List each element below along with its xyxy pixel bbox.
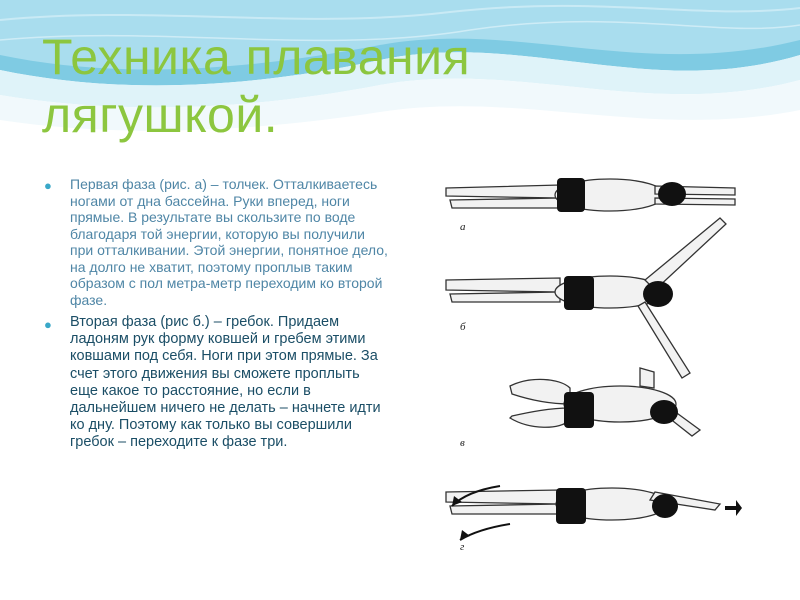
swimmer-phase-d [446,486,742,553]
bullet-dot-icon: ● [44,178,52,193]
figure-label-b: б [460,321,466,333]
swimmer-phase-a [446,178,735,233]
figure-label-c: в [460,437,465,449]
bullet-text: Первая фаза (рис. а) – толчек. Отталкиваетесь ногами от дна бассейна. Руки вперед, ноги прямые. В результате вы скользите по воде благодаря той энергии, которую вы получили при отталкивании. Этой энергии, понятное дело, на долго не хватит, поэтому проплыв таким образом с пол метра-метр переходим ко второй фазе. [70,176,388,308]
figure-label-a: а [460,221,466,233]
swimmer-phase-b [446,218,726,378]
list-item [44,314,389,452]
swimmer-phase-c [460,368,700,449]
bullet-text: Вторая фаза (рис б.) – гребок. Придаем ладоням рук форму ковшей и гребем этими ковшами под себя. Ноги при этом прямые. За счет этого движения вы сможете проплыть еще какое то расстояние, но если в дальнейшем ничего не делать – начнете идти ко дну. Поэтому как только вы совершили гребок – переходите к фазе три. [70,314,381,451]
slide-title: Техника плавания лягушкой. [42,29,471,143]
list-item [44,176,389,308]
figure-label-d: г [460,541,465,553]
bullet-list [44,176,389,458]
bullet-dot-icon: ● [44,317,52,332]
breaststroke-phases-illustration [440,168,742,556]
